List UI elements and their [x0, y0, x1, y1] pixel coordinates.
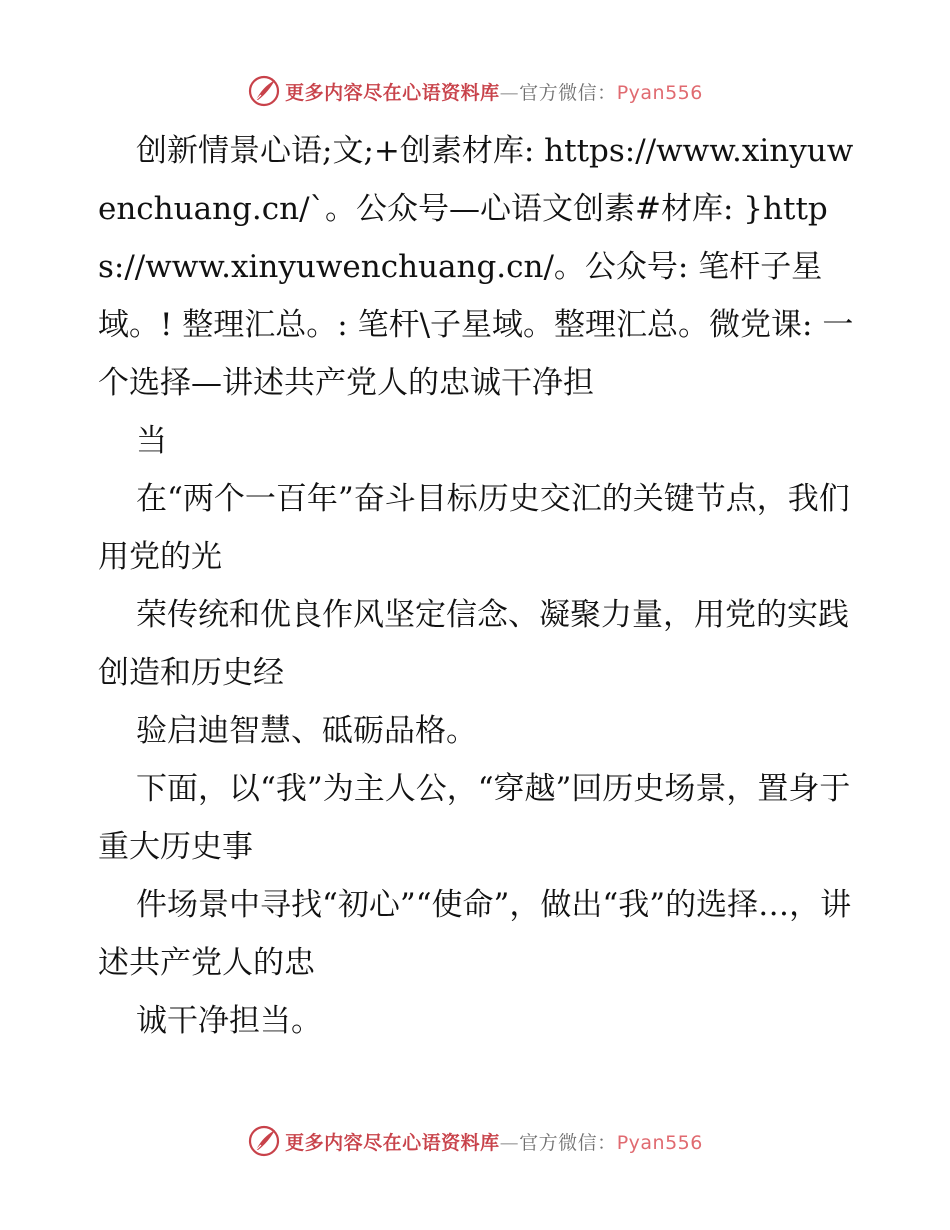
footer-banner: [0, 1121, 950, 1161]
banner-wechat-label: 官方微信：: [519, 81, 617, 104]
banner-main-text: 更多内容尽在心语资料库: [285, 1131, 500, 1154]
banner-main-text: 更多内容尽在心语资料库: [285, 81, 500, 104]
banner-separator: —: [499, 81, 520, 104]
banner-wechat-id: Pyan556: [616, 81, 703, 104]
banner-wechat-id: Pyan556: [616, 1131, 703, 1154]
quill-logo-icon: [247, 74, 281, 108]
banner-wechat-label: 官方微信：: [519, 1131, 617, 1154]
quill-logo-icon: [247, 1124, 281, 1158]
paragraph: 当: [136, 423, 167, 459]
document-body: [98, 122, 868, 1050]
paragraph: 创新情景心语;文;+创素材库: https://www.xinyuwenchuang.cn/`。公众号—心语文创素#材库: }https://www.xinyuwenchuang.cn/。公众号: 笔杆子星域。! 整理汇总。: 笔杆\子星域。整理汇总。微党课: 一个选择—讲述共产党人的忠诚干净担: [98, 133, 854, 401]
paragraph: 荣传统和优良作风坚定信念、凝聚力量，用党的实践创造和历史经: [98, 597, 849, 691]
paragraph: 验启迪智慧、砥砺品格。: [136, 713, 477, 749]
paragraph: 诚干净担当。: [136, 1003, 322, 1039]
header-banner: [0, 71, 950, 111]
paragraph: 在“两个一百年”奋斗目标历史交汇的关键节点，我们用党的光: [98, 481, 850, 575]
paragraph: 件场景中寻找“初心”“使命”，做出“我”的选择…，讲述共产党人的忠: [98, 887, 852, 981]
banner-separator: —: [499, 1131, 520, 1154]
paragraph: 下面，以“我”为主人公，“穿越”回历史场景，置身于重大历史事: [98, 771, 851, 865]
